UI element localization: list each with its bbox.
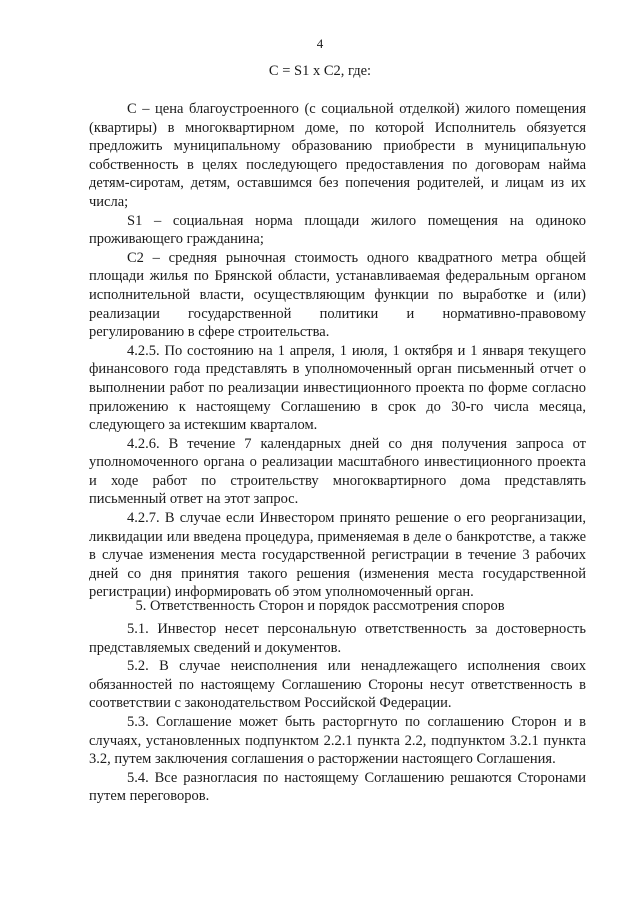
clause-4-2-6: 4.2.6. В течение 7 календарных дней со дня получения запроса от уполномоченного органа о реализации масштабного инвестиционного проекта и ходе работ по строительству многоквартирного дома представлять письменный ответ на этот запрос. <box>89 435 586 508</box>
section-5-heading: 5. Ответственность Сторон и порядок рассмотрения споров <box>135 598 505 614</box>
definition-c2: С2 – средняя рыночная стоимость одного квадратного метра общей площади жилья по Брянской области, устанавливаемая федеральным органом исполнительной власти, осуществляющим функции по выработке и (или) реализации государственной политики и нормативно-правовому регулированию в сфере строительства. <box>89 249 586 341</box>
clause-5-1: 5.1. Инвестор несет персональную ответственность за достоверность представляемых сведений и документов. <box>89 621 586 656</box>
clause-5-4: 5.4. Все разногласия по настоящему Соглашению решаются Сторонами путем переговоров. <box>89 769 586 805</box>
definition-c: С – цена благоустроенного (с социальной отделкой) жилого помещения (квартиры) в многоквартирном доме, по которой Исполнитель обязуется предложить муниципальному образованию приобрести в муниципальную собственность в целях последующего предоставления по договорам найма детям-сиротам, детям, оставшимся без попечения родителей, и лицам из их числа; <box>89 101 586 210</box>
body-text-section-5 <box>89 620 586 806</box>
body-text-upper <box>89 100 586 602</box>
clause-4-2-5: 4.2.5. По состоянию на 1 апреля, 1 июля, 1 октября и 1 января текущего финансового года представлять в уполномоченный орган письменный отчет о выполнении работ по реализации инвестиционного проекта по форме согласно приложению к настоящему Соглашению в срок до 30-го числа месяца, следующего за истекшим кварталом. <box>89 342 586 434</box>
clause-4-2-7: 4.2.7. В случае если Инвестором принято решение о его реорганизации, ликвидации или введена процедура, применяемая в деле о банкротстве, а также в случае изменения места государственной регистрации в течение 3 рабочих дней со дня принятия такого решения (изменения места государственной регистрации) информировать об этом уполномоченный орган. <box>89 510 586 601</box>
page-number: 4 <box>316 36 324 51</box>
clause-5-3: 5.3. Соглашение может быть расторгнуто по соглашению Сторон и в случаях, установленных подпунктом 2.2.1 пункта 2.2, подпунктом 3.2.1 пункта 3.2, путем заключения соглашения о расторжении настоящего Соглашения. <box>89 713 586 768</box>
definition-s1: S1 – социальная норма площади жилого помещения на одиноко проживающего гражданина; <box>89 212 586 248</box>
clause-5-2: 5.2. В случае неисполнения или ненадлежащего исполнения своих обязанностей по настоящему Соглашению Стороны несут ответственность в соответствии с законодательством Российской Федерации. <box>89 658 586 712</box>
price-formula: С = S1 х С2, где: <box>268 63 372 79</box>
